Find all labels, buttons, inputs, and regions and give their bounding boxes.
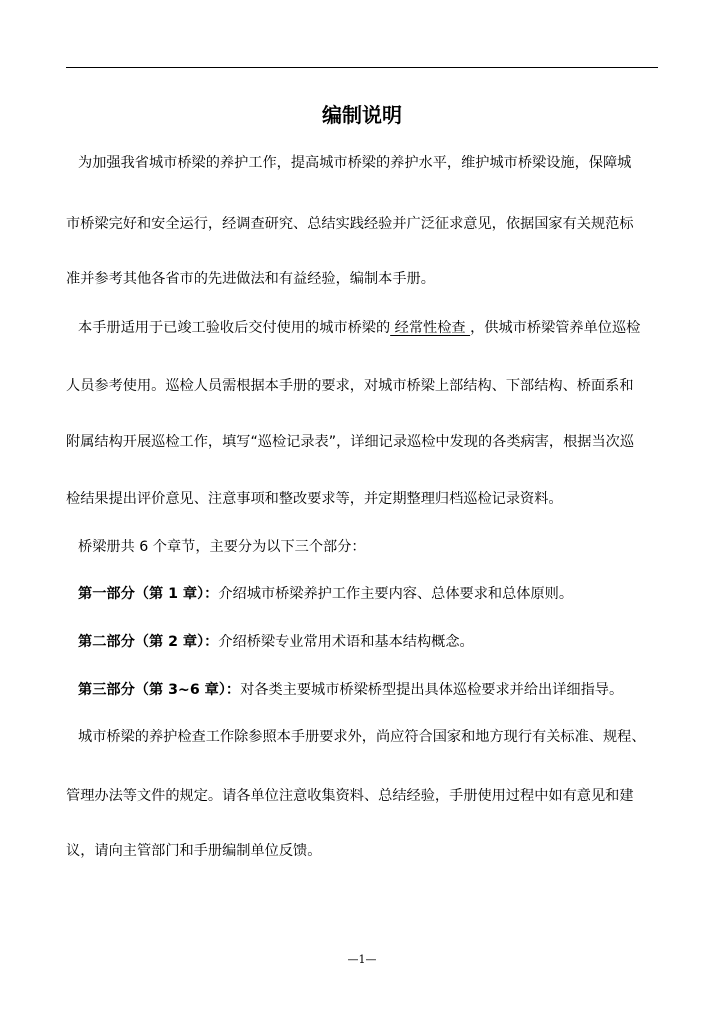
paragraph-2-line-2: 人员参考使用。巡检人员需根据本手册的要求，对城市桥梁上部结构、下部结构、桥面系和 [66,378,634,394]
paragraph-4-line-3: 议，请向主管部门和手册编制单位反馈。 [66,843,322,859]
page-number: —1— [347,953,377,966]
paragraph-4-line-1: 城市桥梁的养护检查工作除参照本手册要求外，尚应符合国家和地方现行有关标准、规程、 [78,729,646,745]
part-3-text: 对各类主要城市桥梁桥型提出具体巡检要求并给出详细指导。 [240,682,624,698]
part-3-label: 第三部分（第 3~6 章）： [78,682,241,698]
underlined-term: 经常性检查 [390,320,471,336]
paragraph-1-line-1: 为加强我省城市桥梁的养护工作，提高城市桥梁的养护水平，维护城市桥梁设施，保障城 [78,155,632,171]
part-2-label: 第二部分（第 2 章）： [78,634,219,650]
paragraph-2-line-4: 检结果提出评价意见、注意事项和整改要求等，并定期整理归档巡检记录资料。 [66,491,563,507]
part-3-item [78,680,678,700]
paragraph-4-line-2: 管理办法等文件的规定。请各单位注意收集资料、总结经验，手册使用过程中如有意见和建 [66,788,634,804]
part-2-text: 介绍桥梁专业常用术语和基本结构概念。 [218,634,474,650]
paragraph-2-line-1-pre: 本手册适用于已竣工验收后交付使用的城市桥梁的 [78,320,391,336]
paragraph-3: 桥梁册共 6 个章节，主要分为以下三个部分： [78,539,366,555]
part-1-label: 第一部分（第 1 章）： [78,586,219,602]
paragraph-1-line-2: 市桥梁完好和安全运行，经调查研究、总结实践经验并广泛征求意见，依据国家有关规范标 [66,216,634,232]
header-rule [66,67,658,68]
page-title: 编制说明 [322,103,402,127]
paragraph-2-line-3: 附属结构开展巡检工作，填写“巡检记录表”，详细记录巡检中发现的各类病害，根据当次巡 [66,434,635,450]
part-1-text: 介绍城市桥梁养护工作主要内容、总体要求和总体原则。 [218,586,574,602]
part-1-item [78,584,678,604]
paragraph-2-line-1-post: ，供城市桥梁管养单位巡检 [470,320,641,336]
part-2-item [78,632,678,652]
paragraph-1-line-3: 准并参考其他各省市的先进做法和有益经验，编制本手册。 [66,271,435,287]
paragraph-2-line-1 [78,318,678,338]
